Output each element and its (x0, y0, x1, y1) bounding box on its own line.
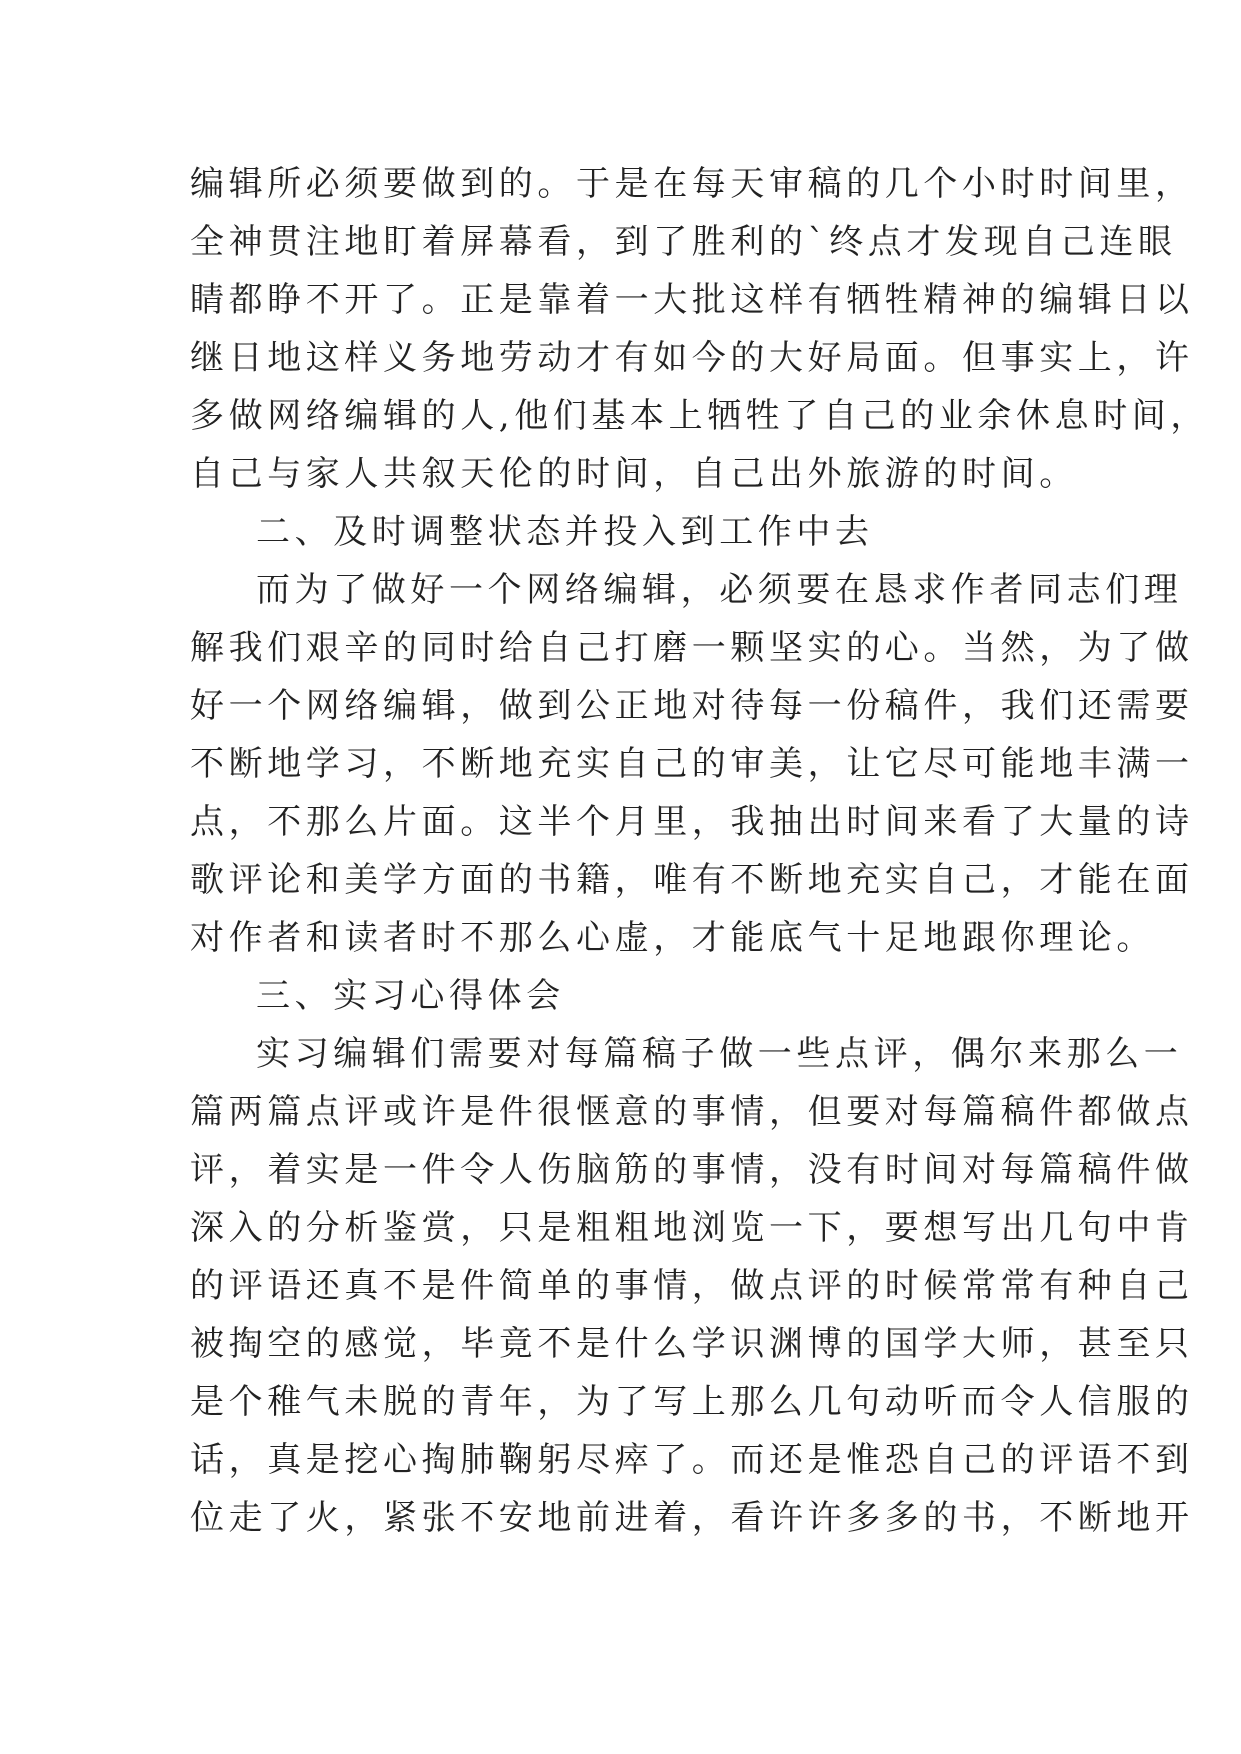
text-line: 全神贯注地盯着屏幕看，到了胜利的`终点才发现自己连眼 (190, 222, 1177, 262)
text-line: 点，不那么片面。这半个月里，我抽出时间来看了大量的诗 (190, 802, 1194, 842)
text-line: 多做网络编辑的人,他们基本上牺牲了自己的业余休息时间， (190, 396, 1210, 436)
text-line: 位走了火，紧张不安地前进着，看许许多多的书，不断地开 (190, 1498, 1194, 1538)
text-line: 评，着实是一件令人伤脑筋的事情，没有时间对每篇稿件做 (190, 1150, 1194, 1190)
section-heading: 三、实习心得体会 (256, 976, 565, 1016)
text-line: 是个稚气未脱的青年，为了写上那么几句动听而令人信服的 (190, 1382, 1194, 1422)
text-line: 被掏空的感觉，毕竟不是什么学识渊博的国学大师，甚至只 (190, 1324, 1194, 1364)
section-heading: 二、及时调整状态并投入到工作中去 (256, 512, 874, 552)
text-line: 话，真是挖心掏肺鞠躬尽瘁了。而还是惟恐自己的评语不到 (190, 1440, 1194, 1480)
text-line: 篇两篇点评或许是件很惬意的事情，但要对每篇稿件都做点 (190, 1092, 1194, 1132)
text-line: 继日地这样义务地劳动才有如今的大好局面。但事实上，许 (190, 338, 1194, 378)
text-line: 歌评论和美学方面的书籍，唯有不断地充实自己，才能在面 (190, 860, 1194, 900)
text-line: 自己与家人共叙天伦的时间，自己出外旅游的时间。 (190, 454, 1078, 494)
text-line: 实习编辑们需要对每篇稿子做一些点评，偶尔来那么一 (256, 1034, 1183, 1074)
text-line: 睛都睁不开了。正是靠着一大批这样有牺牲精神的编辑日以 (190, 280, 1194, 320)
text-line: 对作者和读者时不那么心虚，才能底气十足地跟你理论。 (190, 918, 1155, 958)
text-line: 解我们艰辛的同时给自己打磨一颗坚实的心。当然，为了做 (190, 628, 1194, 668)
text-line: 而为了做好一个网络编辑，必须要在恳求作者同志们理 (256, 570, 1183, 610)
text-line: 不断地学习，不断地充实自己的审美，让它尽可能地丰满一 (190, 744, 1194, 784)
text-line: 好一个网络编辑，做到公正地对待每一份稿件，我们还需要 (190, 686, 1194, 726)
text-line: 编辑所必须要做到的。于是在每天审稿的几个小时时间里， (190, 164, 1194, 204)
text-line: 的评语还真不是件简单的事情，做点评的时候常常有种自己 (190, 1266, 1194, 1306)
text-line: 深入的分析鉴赏，只是粗粗地浏览一下，要想写出几句中肯 (190, 1208, 1194, 1248)
